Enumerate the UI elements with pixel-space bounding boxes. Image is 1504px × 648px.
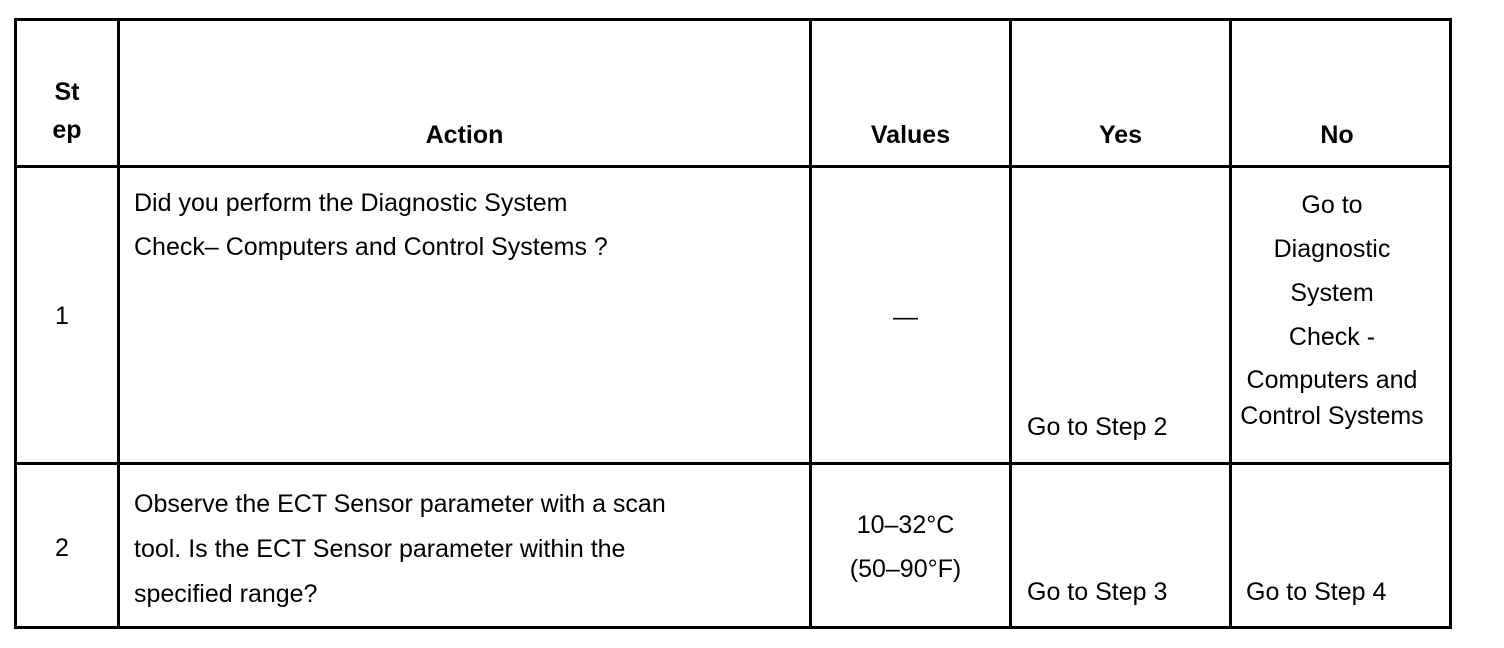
column-divider — [1009, 21, 1012, 626]
row1-no-line: System — [1290, 279, 1374, 307]
row2-action — [134, 482, 666, 617]
row2-no: Go to Step 4 — [1246, 578, 1387, 606]
row2-action-line: tool. Is the ECT Sensor parameter within the — [134, 535, 626, 563]
column-divider — [117, 21, 120, 626]
row2-value — [812, 503, 999, 591]
row1-no-line: Diagnostic — [1273, 235, 1391, 263]
header-action: Action — [425, 121, 504, 149]
row1-action — [134, 181, 608, 269]
row2-step: 2 — [55, 534, 69, 562]
row1-action-line: Check– Computers and Control Systems ? — [134, 233, 608, 261]
diagnostic-table — [14, 18, 1452, 629]
row2-action-line: specified range? — [134, 580, 318, 608]
header-no: No — [1320, 121, 1354, 149]
row2-action-line: Observe the ECT Sensor parameter with a scan — [134, 490, 666, 518]
row1-no-line: Control Systems — [1240, 402, 1424, 430]
row1-yes: Go to Step 2 — [1027, 413, 1168, 441]
header-values: Values — [870, 121, 951, 149]
row1-value: — — [893, 303, 918, 331]
row1-step: 1 — [55, 302, 69, 330]
row2-value-line: (50–90°F) — [849, 555, 962, 583]
row-divider — [17, 165, 1449, 168]
row2-value-line: 10–32°C — [856, 511, 955, 539]
row1-no-line: Computers and — [1246, 366, 1418, 394]
row1-no-line: Go to — [1301, 191, 1363, 219]
row1-no-line: Check - — [1288, 323, 1376, 351]
header-step — [17, 73, 117, 149]
row1-no — [1232, 183, 1432, 431]
header-yes: Yes — [1098, 121, 1143, 149]
row1-action-line: Did you perform the Diagnostic System — [134, 189, 568, 217]
row-divider — [17, 462, 1449, 465]
header-step-line: ep — [52, 116, 82, 144]
row2-yes: Go to Step 3 — [1027, 578, 1168, 606]
header-step-line: St — [54, 78, 80, 106]
